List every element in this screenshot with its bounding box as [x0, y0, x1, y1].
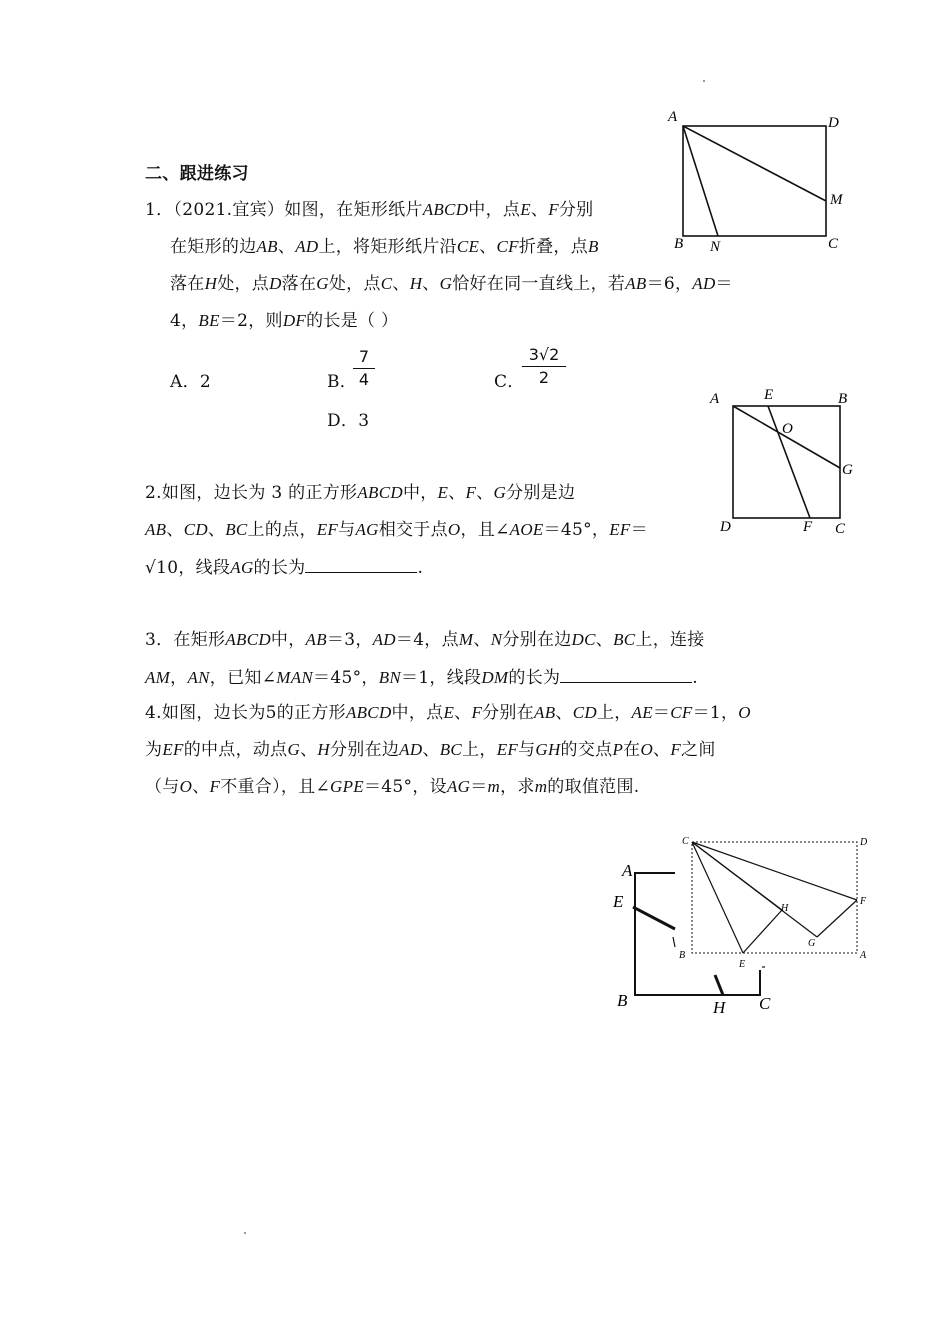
label-e: E	[613, 892, 624, 911]
figure-folding	[670, 830, 880, 975]
label-h: H	[713, 998, 726, 1017]
figure-rectangle-amn	[660, 100, 860, 260]
section-title: 二、跟进练习	[145, 164, 249, 184]
label-g: G	[808, 938, 816, 949]
label-a: A	[668, 109, 678, 125]
q4-line-1: 4.如图，边长为5的正方形ABCD中，点E、F分别在AB、CD上，AE＝CF＝1，O	[145, 703, 751, 723]
label-m: M	[830, 192, 843, 208]
label-b: B	[617, 991, 628, 1010]
label-b: B	[679, 950, 686, 961]
q3-answer-blank[interactable]	[560, 666, 692, 683]
speck	[703, 80, 705, 82]
label-f: F	[860, 896, 867, 907]
q1-option-c-fraction: 3√2 2	[522, 345, 566, 388]
q2-line-1: 2.如图，边长为 3 的正方形ABCD中，E、F、G分别是边	[145, 483, 576, 503]
label-o: O	[782, 421, 793, 437]
q1-option-a[interactable]: A．2	[170, 372, 211, 392]
q4-line-2: 为EF的中点，动点G、H分别在边AD、BC上，EF与GH的交点P在O、F之间	[145, 740, 716, 760]
label-b: B	[674, 236, 684, 252]
q1-option-d[interactable]: D．3	[327, 411, 370, 431]
q4-line-3: （与O、F不重合），且∠GPE＝45°，设AG＝m，求m的取值范围.	[145, 777, 640, 797]
q1-line-3: 落在H处，点D落在G处，点C、H、G恰好在同一直线上，若AB＝6，AD＝	[170, 274, 733, 294]
figure-square-eogf	[700, 380, 870, 550]
label-b: B	[838, 391, 848, 407]
q1-line-2: 在矩形的边AB、AD上，将矩形纸片沿CE、CF折叠，点B	[170, 237, 599, 257]
label-f: F	[803, 519, 813, 535]
label-a: A	[710, 391, 720, 407]
q1-option-c-label[interactable]: C．	[494, 372, 525, 392]
q2-line-3: √10，线段AG的长为 .	[145, 558, 424, 578]
label-c: C	[682, 836, 689, 847]
label-c: C	[828, 236, 839, 252]
label-e: E	[739, 959, 746, 970]
q2-line-2: AB、CD、BC上的点，EF与AG相交于点O，且∠AOE＝45°，EF＝	[145, 520, 648, 540]
q1-option-b-fraction: 7 4	[353, 347, 375, 390]
q1-option-b-label[interactable]: B．	[327, 372, 358, 392]
label-h: H	[781, 903, 789, 914]
label-d: D	[720, 519, 731, 535]
q3-line-2: AM，AN，已知∠MAN＝45°，BN＝1，线段DM的长为 .	[145, 668, 699, 688]
label-a: A	[622, 861, 633, 880]
label-a: A	[860, 950, 867, 961]
q3-line-1: 3．在矩形ABCD中，AB＝3，AD＝4，点M、N分别在边DC、BC上，连接	[145, 630, 705, 650]
label-d: D	[860, 837, 868, 848]
label-c: C	[759, 994, 771, 1013]
label-n: N	[710, 239, 721, 255]
q1-line-1: 1．（2021.宜宾）如图，在矩形纸片ABCD中，点E、F分别	[145, 200, 594, 220]
label-g: G	[842, 462, 853, 478]
q1-line-4: 4，BE＝2，则DF的长是（ ）	[170, 311, 399, 331]
q2-answer-blank[interactable]	[305, 556, 417, 573]
label-e: E	[764, 387, 774, 403]
label-c: C	[835, 521, 846, 537]
speck	[244, 1232, 246, 1234]
label-d: D	[828, 115, 839, 131]
